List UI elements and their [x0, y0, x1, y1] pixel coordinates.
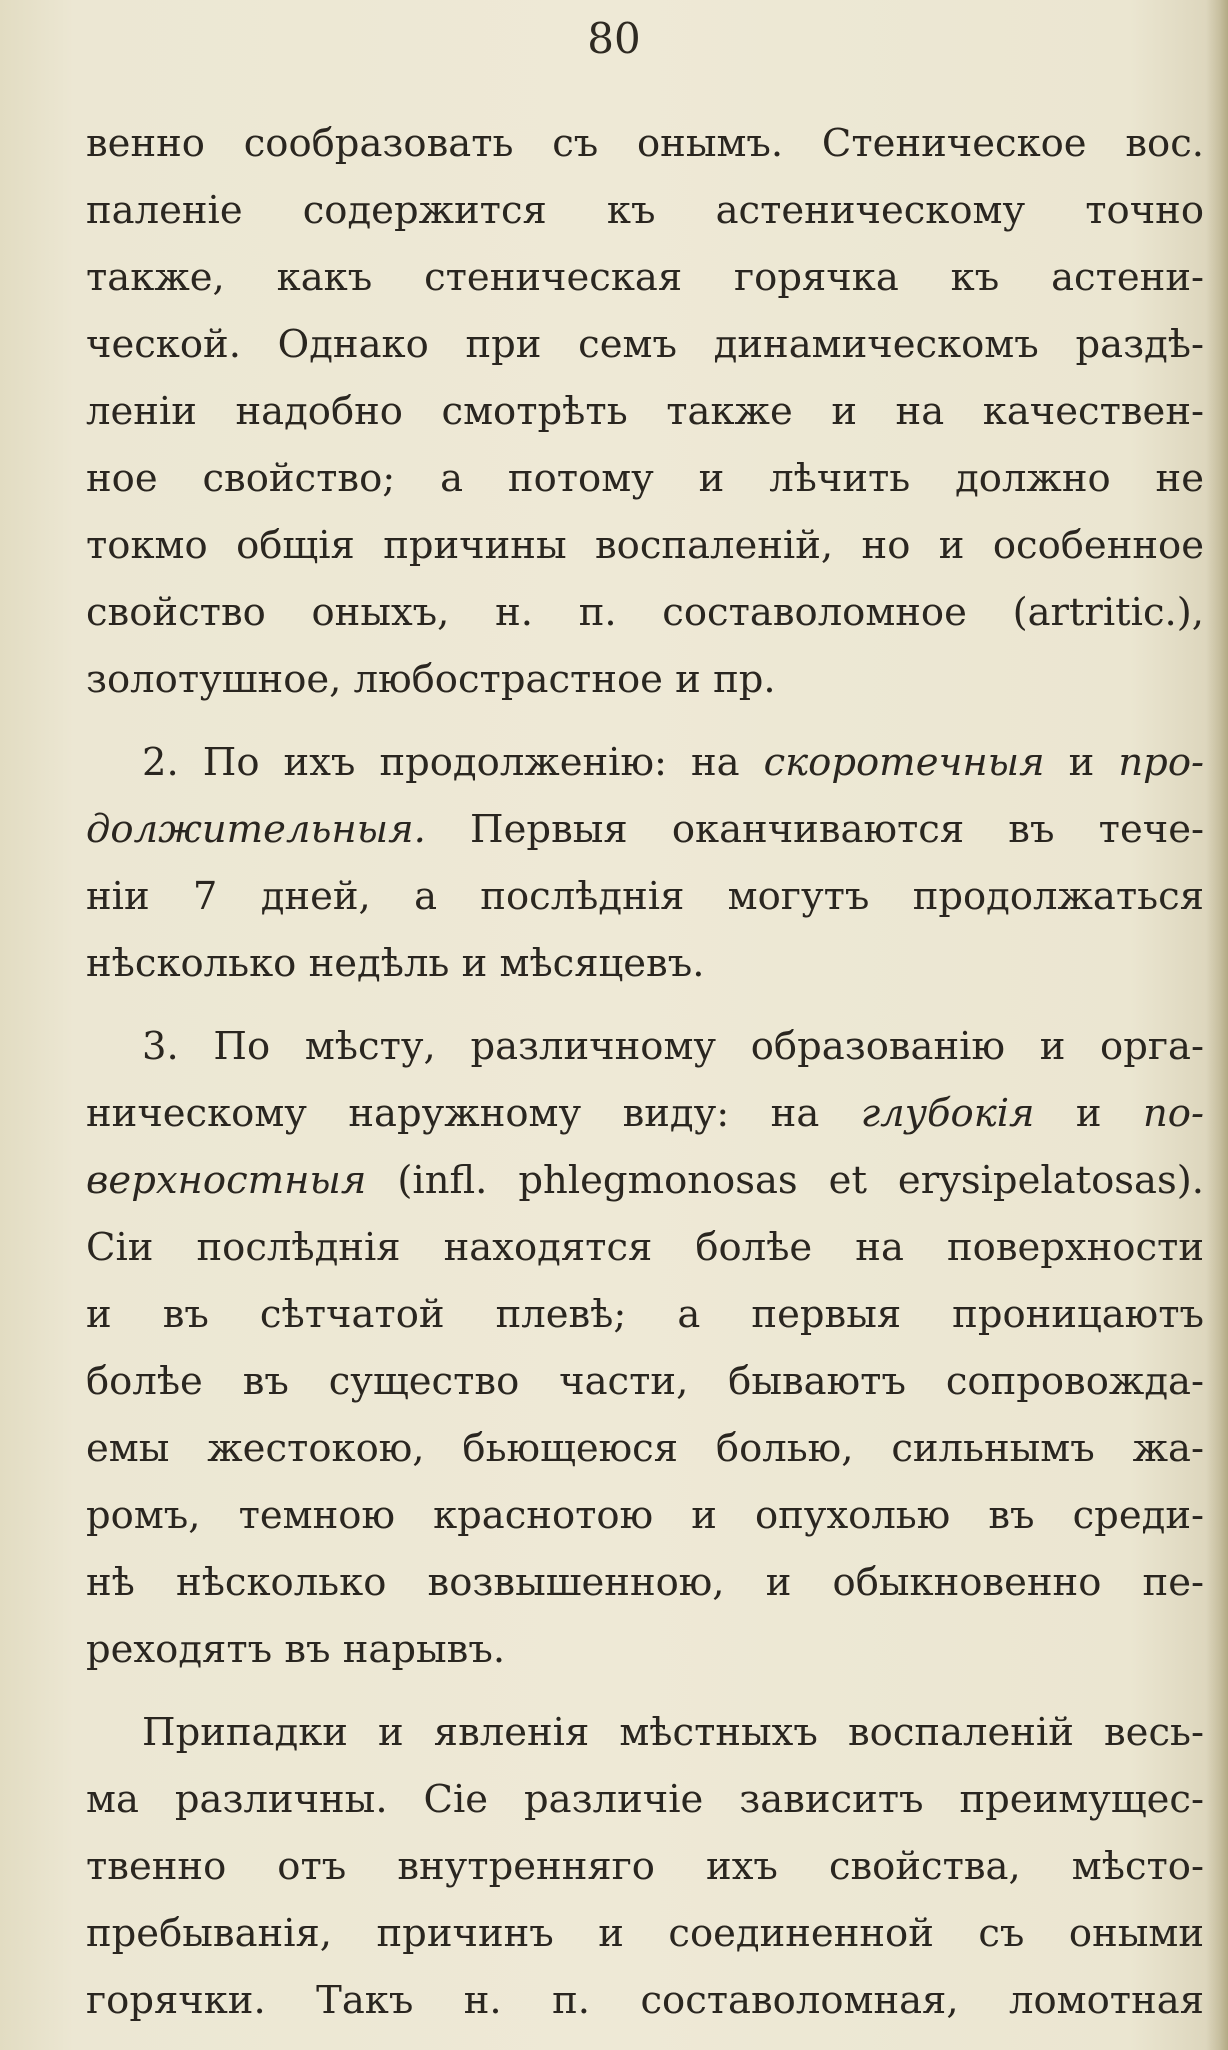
- text-line: [86, 1080, 1204, 1147]
- text-segment: и: [1034, 1091, 1144, 1136]
- text-segment: нѣсколько недѣль и мѣсяцевъ.: [86, 941, 705, 986]
- page-number: 80: [587, 14, 641, 63]
- text-segment: и въ сѣтчатой плевѣ; а первыя проницаютъ: [86, 1292, 1204, 1337]
- text-line: [86, 1967, 1204, 2034]
- text-line: [86, 729, 1204, 796]
- text-segment: ромъ, темною краснотою и опухолью въ среди-: [86, 1493, 1204, 1538]
- text-segment: ма различны. Сіе различіе зависитъ преимущес-: [86, 1777, 1204, 1822]
- text-line: [86, 311, 1204, 378]
- text-line: [86, 796, 1204, 863]
- text-line: [86, 1766, 1204, 1833]
- text-line: [86, 445, 1204, 512]
- text-segment: леніи надобно смотрѣть также и на качествен-: [86, 389, 1204, 434]
- text-segment: ное свойство; а потому и лѣчить должно не: [86, 456, 1204, 501]
- text-line: [86, 646, 1204, 713]
- text-line: [86, 512, 1204, 579]
- text-segment: нѣ нѣсколько возвышенною, и обыкновенно пе-: [86, 1560, 1204, 1605]
- text-segment: Сіи послѣднія находятся болѣе на поверхности: [86, 1225, 1204, 1270]
- text-line: [86, 1214, 1204, 1281]
- text-segment: также, какъ стеническая горячка къ астени-: [86, 255, 1204, 300]
- text-line: [86, 930, 1204, 997]
- text-segment: ническому наружному виду: на: [86, 1091, 861, 1136]
- text-line: [86, 1833, 1204, 1900]
- text-segment: болѣе въ существо части, бываютъ сопровожда-: [86, 1359, 1204, 1404]
- text-segment: емы жестокою, бьющеюся болью, сильнымъ жа-: [86, 1426, 1204, 1471]
- text-line: [86, 1415, 1204, 1482]
- paragraph-gap: [86, 997, 1204, 1013]
- text-line: [86, 1281, 1204, 1348]
- text-segment: Припадки и явленія мѣстныхъ воспаленій весь-: [142, 1710, 1204, 1755]
- paragraph-gap: [86, 1683, 1204, 1699]
- text-segment: пребыванія, причинъ и соединенной съ оными: [86, 1911, 1204, 1956]
- text-segment: паленіе содержится къ астеническому точно: [86, 188, 1204, 233]
- text-line: [86, 1900, 1204, 1967]
- text-body: [86, 110, 1204, 2034]
- italic-term: верхностныя: [86, 1158, 367, 1203]
- italic-term: про-: [1118, 740, 1204, 785]
- text-segment: золотушное, любострастное и пр.: [86, 657, 776, 702]
- text-line: [86, 1147, 1204, 1214]
- text-segment: ческой. Однако при семъ динамическомъ раздѣ-: [86, 322, 1204, 367]
- text-segment: твенно отъ внутренняго ихъ свойства, мѣсто-: [86, 1844, 1204, 1889]
- text-segment: венно сообразовать съ онымъ. Стеническое вос.: [86, 121, 1204, 166]
- italic-term: скоротечныя: [763, 740, 1045, 785]
- text-segment: 2. По ихъ продолженію: на: [142, 740, 764, 785]
- paragraph-gap: [86, 713, 1204, 729]
- text-segment: 3. По мѣсту, различному образованію и орга-: [142, 1024, 1204, 1069]
- text-line: [86, 1549, 1204, 1616]
- text-line: [86, 1482, 1204, 1549]
- text-segment: горячки. Такъ н. п. составоломная, ломотная: [86, 1978, 1204, 2023]
- text-line: [86, 863, 1204, 930]
- text-segment: (infl. phlegmonosas et erysipelatosas).: [366, 1158, 1204, 1203]
- text-line: [86, 1348, 1204, 1415]
- text-line: [86, 1013, 1204, 1080]
- text-segment: Первыя оканчиваются въ тече-: [425, 807, 1204, 852]
- text-line: [86, 110, 1204, 177]
- page-edge-shadow: [1206, 0, 1228, 2050]
- text-segment: реходятъ въ нарывъ.: [86, 1627, 506, 1672]
- text-segment: ніи 7 дней, а послѣднія могутъ продолжаться: [86, 874, 1204, 919]
- text-line: [86, 579, 1204, 646]
- text-line: [86, 1616, 1204, 1683]
- text-segment: свойство оныхъ, н. п. составоломное (artritic.),: [86, 590, 1204, 635]
- italic-term: должительныя.: [86, 807, 426, 852]
- text-line: [86, 378, 1204, 445]
- italic-term: по-: [1143, 1091, 1204, 1136]
- text-segment: и: [1044, 740, 1119, 785]
- text-line: [86, 244, 1204, 311]
- text-line: [86, 177, 1204, 244]
- text-segment: токмо общія причины воспаленій, но и особенное: [86, 523, 1204, 568]
- text-line: [86, 1699, 1204, 1766]
- italic-term: глубокія: [860, 1091, 1035, 1136]
